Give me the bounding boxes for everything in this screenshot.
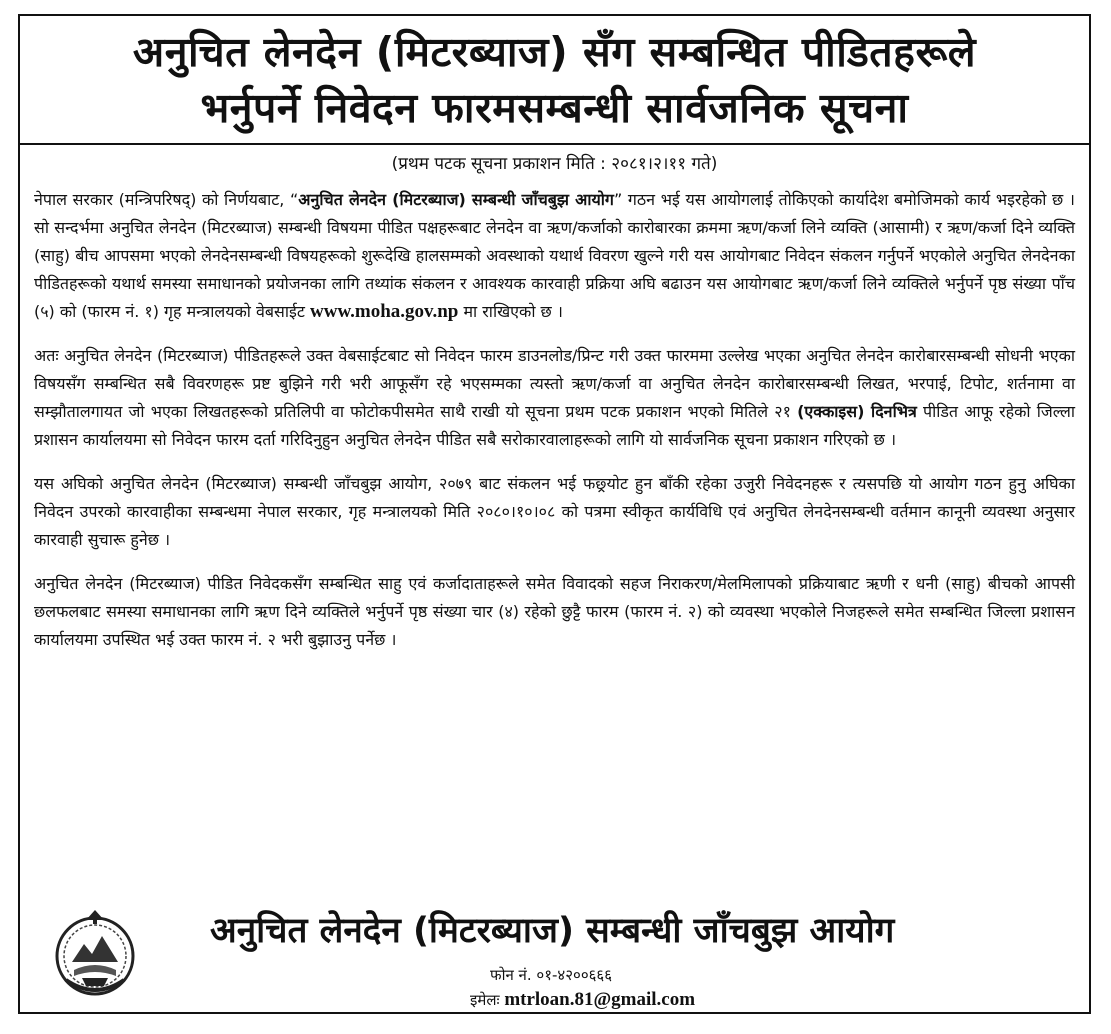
notice-body <box>34 186 1075 654</box>
public-notice <box>18 14 1091 1014</box>
paragraph-1 <box>34 186 1075 326</box>
notice-title-line-2: भर्नुपर्ने निवेदन फारमसम्बन्धी सार्वजनिक सूचना <box>200 84 909 132</box>
paragraph-4: अनुचित लेनदेन (मिटरब्याज) पीडित निवेदकसँग सम्बन्धित साहु एवं कर्जादाताहरूले समेत विवादको सहज निराकरण/मेलमिलापको प्रक्रियाबाट ऋणी र धनी (साहु) बीचको आपसी छलफलबाट समस्या समाधानका लागि ऋण दिने व्यक्तिले भर्नुपर्ने पृष्ठ संख्या चार (४) रहेको छुट्टै फारम (फारम नं. २) को व्यवस्था भएकोले निजहरूले समेत सम्बन्धित जिल्ला प्रशासन कार्यालयमा उपस्थित भई उक्त फारम नं. २ भरी बुझाउनु पर्नेछ । <box>34 574 1075 649</box>
paragraph-1-text-a: नेपाल सरकार (मन्त्रिपरिषद्) को निर्णयबाट, “ <box>34 190 299 209</box>
deadline-days: (एक्काइस) दिनभित्र <box>797 402 917 421</box>
publish-date: (प्रथम पटक सूचना प्रकाशन मिति : २०८१।२।११ गते) <box>391 154 718 174</box>
paragraph-2 <box>34 342 1075 454</box>
paragraph-1-text-b: ” गठन भई यस आयोगलाई तोकिएको कार्यादेश बमोजिमको कार्य भइरहेको छ । सो सन्दर्भमा अनुचित लेनदेन (मिटरब्याज) सम्बन्धी विषयमा पीडित पक्षहरूबाट लेनदेन वा ऋण/कर्जाको कारोबारका क्रममा ऋण/कर्जा लिने व्यक्ति (आसामी) र ऋण/कर्जा दिने व्यक्ति (साहु) बीच आपसमा भएको लेनदेनसम्बन्धी विषयहरूको शुरूदेखि हालसम्मको अवस्थाको यथार्थ विवरण खुल्ने गरी यस आयोगबाट निवेदन संकलन गर्नुपर्ने भएकोले अनुचित लेनदेनका पीडितहरूको यथार्थ समस्या समाधानको प्रयोजनका लागि तथ्यांक संकलन र आवश्यक कारवाही प्रक्रिया अघि बढाउन यस आयोगबाट ऋण/कर्जा लिने व्यक्तिले भर्नुपर्ने पृष्ठ संख्या पाँच (५) को (फारम नं. १) गृह मन्त्रालयको वेबसाईट <box>34 190 1075 321</box>
organization-name: अनुचित लेनदेन (मिटरब्याज) सम्बन्धी जाँचबुझ आयोग <box>210 911 895 951</box>
title-divider <box>20 143 1089 145</box>
email-line <box>470 989 695 1011</box>
nepal-emblem-icon <box>52 906 138 998</box>
paragraph-1-text-c: मा राखिएको छ । <box>458 302 563 321</box>
paragraph-2-text-a: अतः अनुचित लेनदेन (मिटरब्याज) पीडितहरूले उक्त वेबसाईटबाट सो निवेदन फारम डाउनलोड/प्रिन्ट गरी उक्त फारममा उल्लेख भएका अनुचित लेनदेन कारोबारसम्बन्धी सोधनी भएका विषयसँग सम्बन्धित सबै विवरणहरू प्रष्ट बुझिने गरी भरी आफूसँग रहे भएसम्मका त्यस्तो ऋण/कर्जा वा अनुचित लेनदेन कारोबारसम्बन्धी लिखत, भरपाई, टिपोट, शर्तनामा वा सम्झौतालगायत जो भएका लिखतहरूको प्रतिलिपी वा फोटोकपीसमेत साथै राखी यो सूचना प्रथम पटक प्रकाशन भएको मितिले २१ <box>34 346 1075 421</box>
notice-title <box>20 24 1089 136</box>
phone-number: फोन नं. ०१-४२००६६६ <box>490 966 613 984</box>
paragraph-2-text-b: पीडित आफू रहेको जिल्ला प्रशासन कार्यालयमा सो निवेदन फारम दर्ता गरिदिनुहुन अनुचित लेनदेन पीडित सबै सरोकारवालाहरूको लागि यो सार्वजनिक सूचना प्रकाशन गरिएको छ । <box>34 402 1075 449</box>
email-address[interactable]: mtrloan.81@gmail.com <box>504 989 696 1010</box>
moha-website-link[interactable]: www.moha.gov.np <box>310 301 459 322</box>
notice-footer <box>20 896 1089 1016</box>
commission-name-inline: अनुचित लेनदेन (मिटरब्याज) सम्बन्धी जाँचबुझ आयोग <box>298 190 614 209</box>
email-label: इमेलः <box>470 991 505 1009</box>
notice-title-line-1: अनुचित लेनदेन (मिटरब्याज) सँग सम्बन्धित पीडितहरूले <box>132 28 977 76</box>
paragraph-3: यस अघिको अनुचित लेनदेन (मिटरब्याज) सम्बन्धी जाँचबुझ आयोग, २०७९ बाट संकलन भई फछ्र्योट हुन बाँकी रहेका उजुरी निवेदनहरू र त्यसपछि यो आयोग गठन हुनु अघिका निवेदन उपरको कारवाहीका सम्बन्धमा नेपाल सरकार, गृह मन्त्रालयको मिति २०८०।१०।०८ को पत्रमा स्वीकृत कार्यविधि एवं अनुचित लेनदेनसम्बन्धी वर्तमान कानूनी व्यवस्था अनुसार कारवाही सुचारू हुनेछ । <box>34 474 1075 549</box>
